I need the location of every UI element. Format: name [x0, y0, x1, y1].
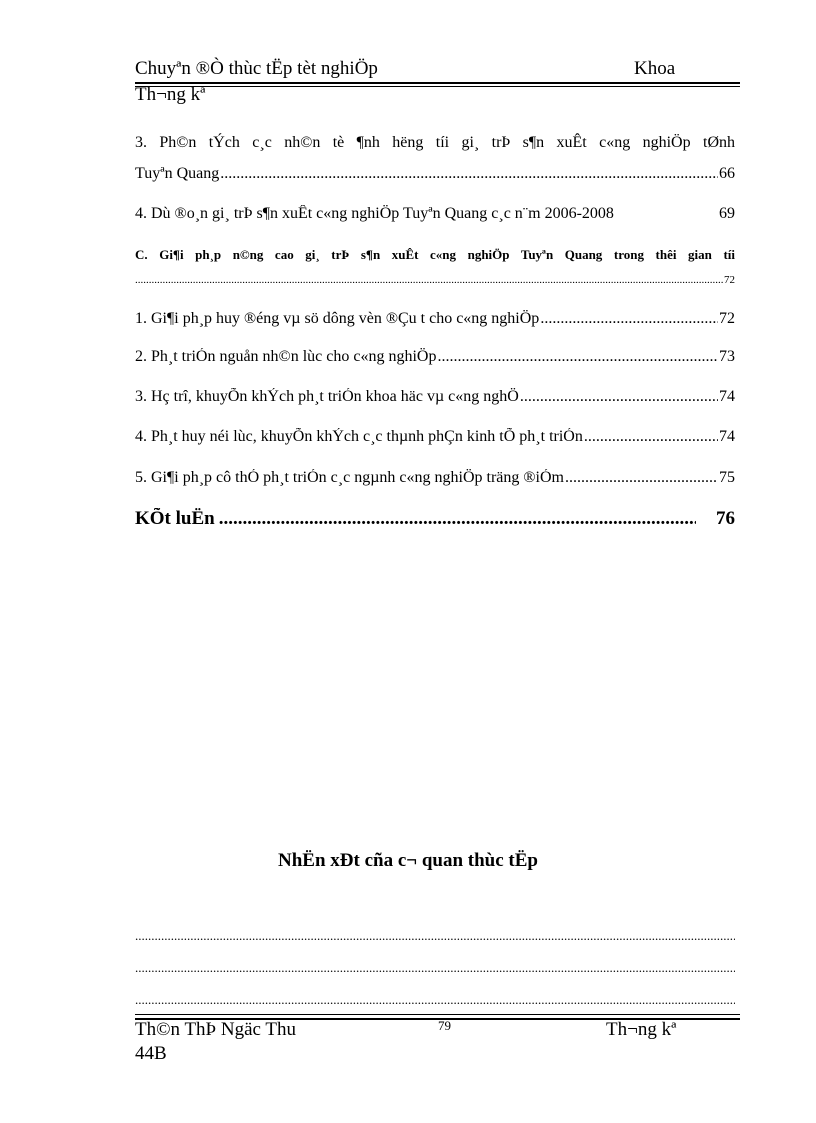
- toc-leader: [565, 469, 718, 487]
- toc-leader: [437, 348, 718, 366]
- footer-faculty: Th¬ng kª: [606, 1019, 677, 1040]
- toc-item-1: [135, 165, 735, 187]
- toc-item-2: [135, 205, 735, 227]
- header-faculty-name: Th¬ng kª: [135, 84, 206, 105]
- toc-item-1-line2: Tuyªn Quang: [135, 165, 220, 182]
- toc-conclusion-label: KÕt luËn: [135, 508, 215, 529]
- toc-leader: [219, 508, 696, 530]
- toc-section-c: [135, 274, 735, 292]
- header-rule-thin: [135, 86, 740, 87]
- toc-item-label: 4. Ph¸t huy néi lùc, khuyÕn khÝch c¸c thµnh phÇn kinh tÕ ph¸t triÓn: [135, 428, 583, 445]
- toc-item-label: 5. Gi¶i ph¸p cô thÓ ph¸t triÓn c¸c ngµnh c«ng nghiÖp träng ®iÓm: [135, 469, 564, 486]
- toc-page-number: 74: [719, 428, 735, 445]
- toc-leader: [220, 165, 718, 183]
- toc-item-c2: [135, 348, 735, 370]
- toc-item-c4: [135, 428, 735, 450]
- toc-leader: [540, 310, 718, 328]
- toc-leader: [584, 428, 718, 446]
- header-faculty: Khoa: [634, 58, 676, 79]
- toc-page-number: 72: [719, 310, 735, 327]
- toc-item-c5: [135, 469, 735, 491]
- toc-item-label: 3. Hç trî, khuyÕn khÝch ph¸t triÓn khoa häc vµ c«ng nghÖ: [135, 388, 519, 405]
- comment-title: NhËn xÐt cña c¬ quan thùc tËp: [278, 850, 538, 871]
- footer-author: Th©n ThÞ Ngäc Thu: [135, 1019, 296, 1040]
- toc-section-c-line1: C. Gi¶i ph¸p n©ng cao gi¸ trÞ s¶n xuÊt c«ng nghiÖp Tuyªn Quang trong thêi gian tíi: [135, 247, 735, 262]
- toc-item-c3: [135, 388, 735, 410]
- toc-page-number: 76: [716, 508, 735, 529]
- comment-dotted-line: [135, 992, 735, 1008]
- toc-leader: [135, 274, 724, 286]
- toc-item-1-line1: 3. Ph©n tÝch c¸c nh©n tè ¶nh hëng tíi gi¸ trÞ s¶n xuÊt c«ng nghiÖp tØnh: [135, 134, 735, 151]
- toc-item-label: 2. Ph¸t triÓn nguån nh©n lùc cho c«ng nghiÖp: [135, 348, 437, 365]
- toc-page-number: 75: [719, 469, 735, 486]
- toc-page-number: 72: [724, 274, 735, 286]
- footer-class: 44B: [135, 1043, 167, 1064]
- header-title: Chuyªn ®Ò thùc tËp tèt nghiÖp: [135, 58, 378, 79]
- toc-page-number: 73: [719, 348, 735, 365]
- footer-page-number: 79: [438, 1018, 451, 1033]
- toc-item-label: 1. Gi¶i ph¸p huy ®éng vµ sö dông vèn ®Çu t cho c«ng nghiÖp: [135, 310, 540, 327]
- toc-item-label: 4. Dù ®o¸n gi¸ trÞ s¶n xuÊt c«ng nghiÖp Tuyªn Quang c¸c n¨m 2006-2008: [135, 205, 614, 222]
- toc-conclusion: [135, 508, 735, 536]
- header-rule-thick: [135, 82, 740, 84]
- comment-dotted-line: [135, 960, 735, 976]
- toc-page-number: 74: [719, 388, 735, 405]
- toc-page-number: 69: [719, 205, 735, 222]
- comment-dotted-line: [135, 928, 735, 944]
- toc-item-c1: [135, 310, 735, 332]
- footer-rule-thin: [135, 1014, 740, 1015]
- toc-page-number: 66: [719, 165, 735, 182]
- toc-leader: [520, 388, 718, 406]
